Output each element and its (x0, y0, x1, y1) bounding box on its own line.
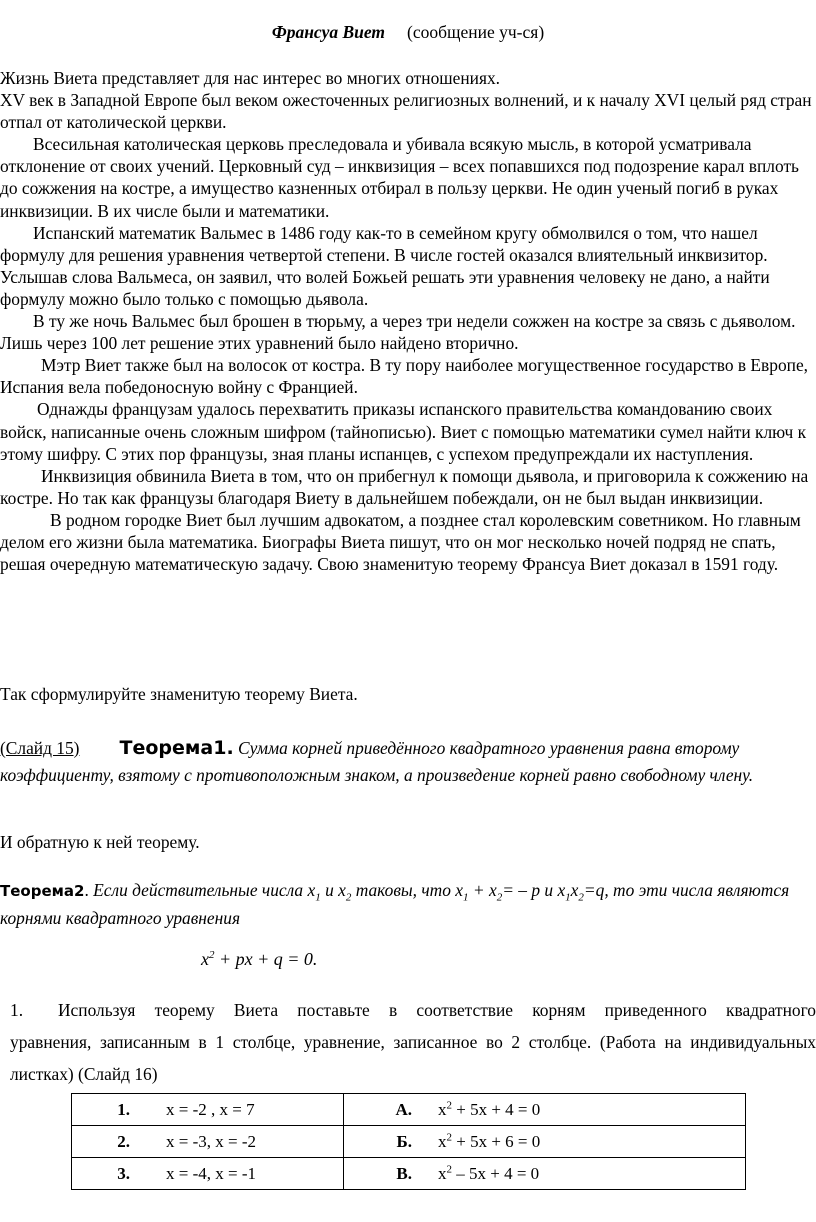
equation-cell (344, 1126, 746, 1158)
formula-rest: + px + q = 0. (214, 949, 318, 969)
row-number: 3. (117, 1163, 130, 1183)
eq-power: 2 (446, 1098, 452, 1111)
theorem-2-block (0, 877, 812, 931)
subscript-1: 1 (463, 891, 469, 904)
subscript-2: 2 (496, 891, 503, 904)
subscript-2: 2 (578, 891, 584, 904)
bio-paragraph-2: XV век в Западной Европе был веком ожесточенных религиозных волнений, и к началу XVI целый ряд стран отпал от католической церкви. (0, 90, 812, 133)
bio-paragraph-6: Мэтр Виет также был на волосок от костра. В ту пору наиболее могущественное государство в Европе, Испания вела победоносную войну с Францией. (0, 355, 809, 398)
roots-cell (72, 1126, 344, 1158)
theorem-1-block (0, 735, 800, 788)
reverse-theorem-line: И обратную к ней теорему. (0, 832, 200, 852)
bio-paragraph-9: В родном городке Виет был лучшим адвокатом, а позднее стал королевским советником. Но главным делом его жизни была математика. Биографы Виета пишут, что он мог несколько ночей подряд не спать, решая очередную математическую задачу. Свою знаменитую теорему Франсуа Виет доказал в 1591 году. (0, 509, 801, 575)
quadratic-formula (201, 949, 317, 970)
theorem-2-text-3: то эти числа являются корнями квадратного уравнения (0, 880, 790, 928)
table-row (72, 1158, 746, 1190)
roots-value: x = -2 , x = 7 (166, 1099, 255, 1119)
var-x: x (570, 880, 579, 900)
page-title (0, 22, 816, 43)
biography-section (0, 67, 814, 575)
task-1-text-1: Используя теорему Виета поставьте в соответствие корням приведенного квадратного (58, 1000, 816, 1020)
conj-and: и (325, 880, 334, 900)
bio-paragraph-4: Испанский математик Вальмес в 1486 году как-то в семейном кругу обмолвился о том, что нашел формулу для решения уравнения четвертой степени. В числе гостей оказался влиятельный инквизитор. Услышав слова Вальмеса, он заявил, что волей Божьей решать эти уравнения человеку не дано, а найти формулу можно было только с помощью дьявола. (0, 222, 770, 309)
equation-cell (344, 1094, 746, 1126)
eq-rest: + 5x + 6 = 0 (452, 1131, 541, 1151)
equation-value (438, 1164, 539, 1183)
var-x: x (488, 880, 497, 900)
theorem-1-title: Теорема1. (119, 737, 234, 759)
task-number: 1. (10, 1000, 24, 1020)
theorem-2-text-2: таковы, что (355, 880, 451, 900)
title-note: (сообщение уч-ся) (407, 22, 545, 42)
roots-cell (72, 1094, 344, 1126)
bio-paragraph-5: В ту же ночь Вальмес был брошен в тюрьму, а через три недели сожжен на костре за связь с дьяволом. Лишь через 100 лет решение этих уравнений было найдено вторично. (0, 311, 796, 354)
theorem-2-text-1: Если действительные числа (93, 880, 304, 900)
equation-cell (344, 1158, 746, 1190)
bio-paragraph-7: Однажды французам удалось перехватить приказы испанского правительства командованию своих войск, написанные очень сложным шифром (тайнописью). Виет с помощью математики сумел найти ключ к этому шифру. С этих пор французы, зная планы испанцев, с успехом предупреждали их наступления. (0, 399, 807, 464)
var-x: x (557, 880, 566, 900)
theorem-2-statement: Если действительные числа $x_1$ и $x_2$ таковы, что $x_1 + x_2= - p$ и $x_1x_2=q$, то эти числа являются корнями квадратного уравнения (0, 880, 790, 928)
roots-cell (72, 1158, 344, 1190)
sum-condition: = – p и (502, 880, 554, 900)
eq-rest: – 5x + 4 = 0 (452, 1163, 540, 1183)
eq-rest: + 5x + 4 = 0 (452, 1099, 541, 1119)
table-row (72, 1126, 746, 1158)
equation-value (438, 1132, 540, 1151)
product-condition: =q, (583, 880, 609, 900)
bio-paragraph-3: Всесильная католическая церковь преследовала и убивала всякую мысль, в которой усматривала отклонение от своих учений. Церковный суд – инквизиция – всех попавшихся под подозрение карал вплоть до сожжения на костре, а имущество казненных отбирал в пользу церкви. Не один ученый погиб в руках инквизиции. В их числе были и математики. (0, 134, 799, 221)
bio-paragraph-8: Инквизиция обвинила Виета в том, что он прибегнул к помощи дьявола, и приговорила к сожжению на костре. Но так как французы благодаря Виету в дальнейшем побеждали, он не был выдан инквизиции. (0, 465, 809, 508)
var-x: x (307, 880, 316, 900)
equation-letter: В. (396, 1163, 412, 1183)
slide-15-label: (Слайд 15) (0, 738, 80, 758)
task-1-line-1 (10, 994, 816, 1026)
row-number: 2. (117, 1131, 130, 1151)
theorem-2-dot: . (84, 880, 89, 900)
roots-value: x = -3, x = -2 (166, 1131, 256, 1151)
subscript-2: 2 (345, 891, 352, 904)
equation-value (438, 1100, 540, 1119)
eq-power: 2 (446, 1130, 452, 1143)
bio-paragraph-1: Жизнь Виета представляет для нас интерес во многих отношениях. (0, 68, 501, 88)
subscript-1: 1 (565, 891, 571, 904)
var-x: x (338, 880, 346, 900)
eq-var: x (438, 1099, 447, 1119)
prompt-line: Так сформулируйте знаменитую теорему Виета. (0, 684, 358, 704)
matching-table (71, 1093, 746, 1190)
formula-power: 2 (209, 949, 215, 961)
equation-letter: А. (395, 1099, 412, 1119)
task-1-line-2: уравнения, записанным в 1 столбце, уравнение, записанное во 2 столбце. (Работа на индивидуальных листках) (Слайд 16) (10, 1032, 816, 1084)
eq-var: x (438, 1163, 447, 1183)
row-number: 1. (117, 1099, 130, 1119)
eq-var: x (438, 1131, 447, 1151)
var-x: x (455, 880, 464, 900)
theorem-2-title: Теорема2 (0, 882, 85, 900)
eq-power: 2 (446, 1162, 452, 1175)
title-name: Франсуа Виет (271, 22, 386, 42)
formula-var: x (201, 949, 209, 969)
equation-letter: Б. (396, 1131, 412, 1151)
theorem-1-statement: Сумма корней приведённого квадратного уравнения равна второму коэффициенту, взятому с противоположным знаком, а произведение корней равно свободному члену. (0, 738, 754, 785)
task-1 (10, 994, 816, 1090)
table-row (72, 1094, 746, 1126)
subscript-1: 1 (315, 891, 321, 904)
roots-value: x = -4, x = -1 (166, 1163, 256, 1183)
